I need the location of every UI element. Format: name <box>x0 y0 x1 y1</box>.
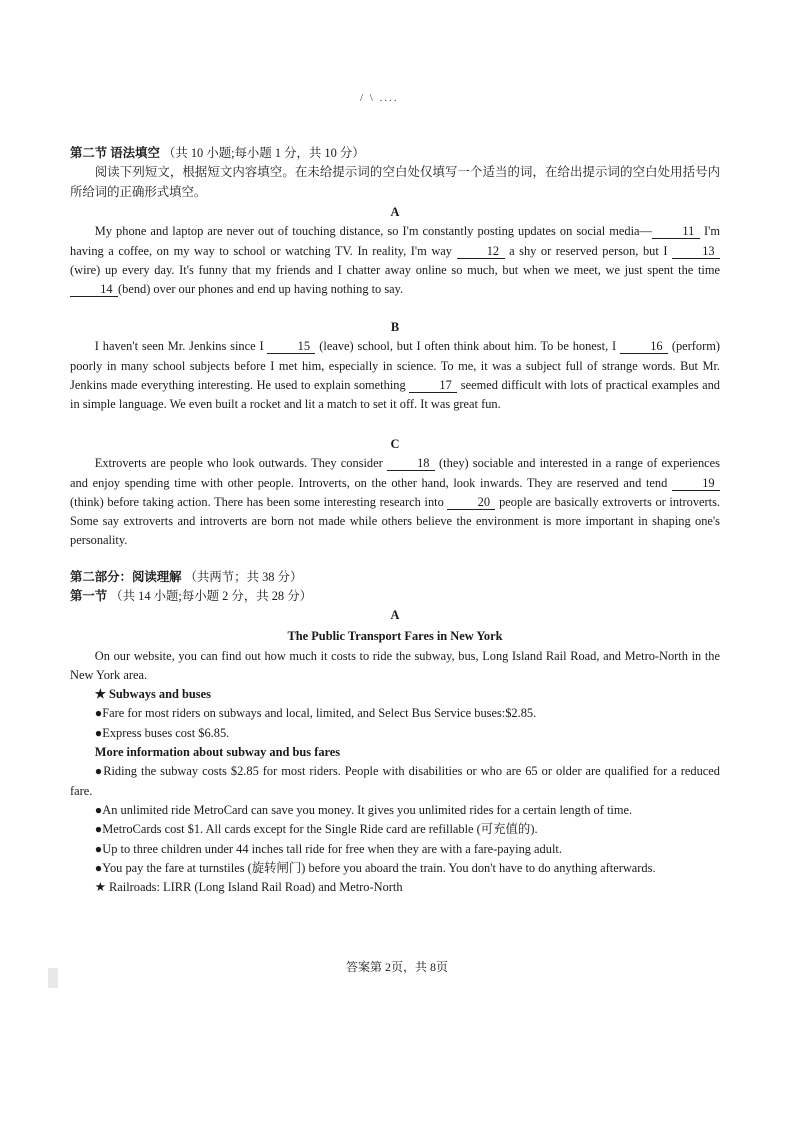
blank-18[interactable]: 18 <box>387 456 435 471</box>
reading-part <box>70 568 720 607</box>
passage-c-text <box>70 454 720 550</box>
passage-c-text-3: (think) before taking action. There has been some interesting research into <box>70 494 448 509</box>
reading-part-note: （共两节；共 38 分） <box>184 570 303 584</box>
reading-section1-title: 第一节 <box>70 589 108 604</box>
passage-c-text-2: (they) sociable and interested in a range of experiences and enjoy spending time with other people. Introverts, on the other hand, look inwards. They are reserved and tend <box>70 456 720 490</box>
blank-16[interactable]: 16 <box>620 339 668 354</box>
blank-14[interactable]: 14 <box>70 282 118 297</box>
grammar-section-note: （共 10 小题;每小题 1 分，共 10 分） <box>162 146 365 160</box>
passage-b-text-2: (leave) school, but I often think about him. To be honest, I <box>315 339 620 354</box>
reading-section1-note: （共 14 小题;每小题 2 分，共 28 分） <box>110 589 312 604</box>
passage-c-text-1: Extroverts are people who look outwards. They consider <box>94 456 387 471</box>
blank-19[interactable]: 19 <box>672 476 720 491</box>
passage-b-text-1: I haven't seen Mr. Jenkins since I <box>94 339 268 354</box>
blank-20[interactable]: 20 <box>447 495 495 510</box>
passage-b-label: B <box>390 320 400 334</box>
passage-b-text <box>70 337 720 414</box>
reading-section1-heading <box>70 587 720 606</box>
passage-a-text <box>70 222 720 299</box>
passage-b <box>70 318 720 414</box>
passage-a-text-1: My phone and laptop are never out of touching distance, so I'm constantly posting updates on social media— <box>94 224 652 239</box>
grammar-instructions: 阅读下列短文，根据短文内容填空。在未给提示词的空白处仅填写一个适当的词，在给出提示词的空白处用括号内所给词的正确形式填空。 <box>70 165 720 199</box>
fare-bullet-7: ●You pay the fare at turnstiles (旋转闸门) before you aboard the train. You don't have to do anything afterwards. <box>94 860 656 875</box>
page-footer: 答案第 2页，共 8页 <box>345 960 448 974</box>
blank-13[interactable]: 13 <box>672 244 720 259</box>
passage-a-text-5: (bend) over our phones and end up having nothing to say. <box>118 282 404 297</box>
scan-mark: / \ .... <box>360 92 399 104</box>
passage-c-text-4: people are basically extroverts or introverts. Some say extroverts and introverts are born not made while others believe the environment is more important in shaping one's personality. <box>70 494 721 548</box>
passage-b-text-3: (perform) poorly in many school subjects before I met him, especially in science. To me, it was a subject full of strange words. But Mr. Jenkins made everything interesting. He used to explain something <box>70 339 721 392</box>
reading-passage-a <box>70 606 720 897</box>
blank-15[interactable]: 15 <box>267 339 315 354</box>
passage-a <box>70 203 720 299</box>
reading-a-title: The Public Transport Fares in New York <box>287 629 503 644</box>
more-info-heading: More information about subway and bus fares <box>94 745 341 760</box>
fare-bullet-4: ●An unlimited ride MetroCard can save you money. It gives you unlimited rides for a certain length of time. <box>94 802 633 817</box>
fare-bullet-3: ●Riding the subway costs $2.85 for most riders. People with disabilities or who are 65 or older are qualified for a reduced fare. <box>70 764 720 798</box>
reading-a-label: A <box>390 608 400 622</box>
blank-17[interactable]: 17 <box>409 378 457 393</box>
reading-a-intro: On our website, you can find out how much it costs to ride the subway, bus, Long Island Rail Road, and Metro-North in the New York area. <box>70 648 720 682</box>
passage-a-label: A <box>390 205 400 219</box>
passage-c <box>70 435 720 551</box>
passage-c-label: C <box>390 437 400 451</box>
passage-a-text-2: I'm having a coffee, on my way to school or watching TV. In reality, I'm way <box>70 224 720 258</box>
grammar-section-heading <box>70 144 720 163</box>
grammar-section <box>70 144 720 202</box>
railroads-heading: ★ Railroads: LIRR (Long Island Rail Road) and Metro-North <box>94 880 403 895</box>
blank-11[interactable]: 11 <box>652 224 700 239</box>
fare-bullet-2: ●Express buses cost $6.85. <box>94 725 230 740</box>
reading-part-title: 第二部分：阅读理解 <box>70 570 182 584</box>
passage-b-text-4: seemed difficult with lots of practical examples and in simple language. We even built a rocket and lit a match to set it off. It was great fun. <box>70 377 720 412</box>
fare-bullet-6: ●Up to three children under 44 inches tall ride for free when they are with a fare-paying adult. <box>94 841 562 856</box>
subways-buses-heading: ★ Subways and buses <box>94 687 211 702</box>
fare-bullet-5: ●MetroCards cost $1. All cards except for the Single Ride card are refillable (可充值的). <box>94 822 538 837</box>
grammar-section-title: 第二节 语法填空 <box>70 146 160 160</box>
blank-12[interactable]: 12 <box>457 244 505 259</box>
reading-part-heading <box>70 568 720 587</box>
passage-a-text-4: (wire) up every day. It's funny that my friends and I chatter away online so much, but when we meet, we just spent the time <box>70 262 720 277</box>
passage-a-text-3: a shy or reserved person, but I <box>504 243 672 258</box>
fare-bullet-1: ●Fare for most riders on subways and local, limited, and Select Bus Service buses:$2.85. <box>94 706 537 721</box>
